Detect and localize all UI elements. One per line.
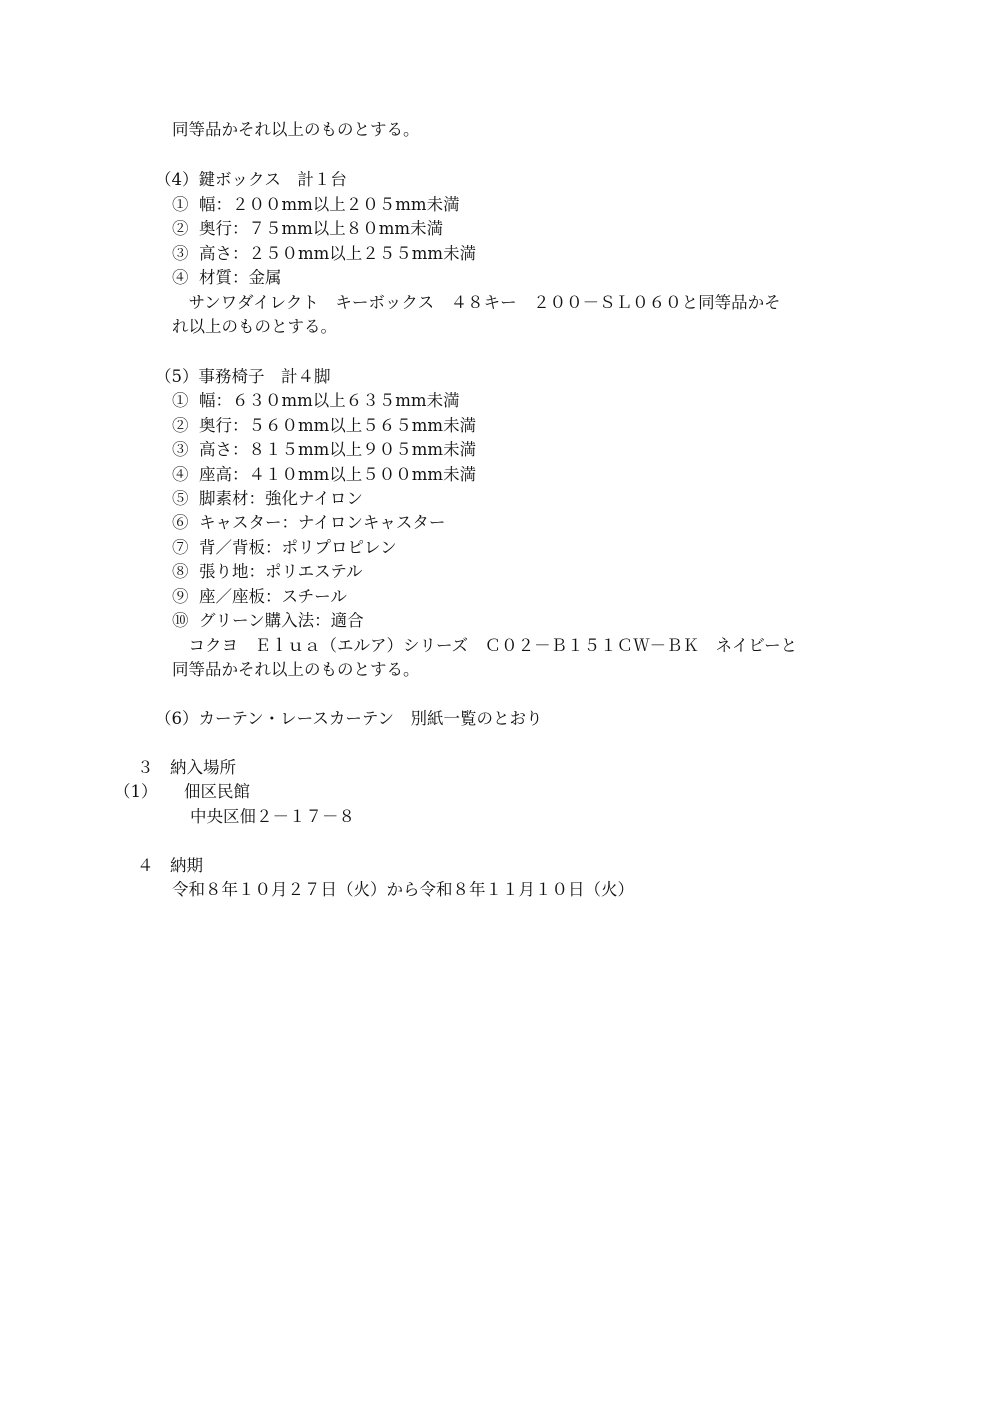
spec-item: ③ 高さ：２５０mm以上２５５mm未満 <box>172 244 477 263</box>
spec-item: ② 奥行：５６０mm以上５６５mm未満 <box>172 416 477 435</box>
section-heading: （4）鍵ボックス 計１台 <box>155 170 347 189</box>
spec-item: ① 幅：２００mm以上２０５mm未満 <box>172 195 460 214</box>
spec-item: ⑩ グリーン購入法：適合 <box>172 611 364 630</box>
spec-item: ④ 座高：４１０mm以上５００mm未満 <box>172 465 477 484</box>
delivery-place-heading: ３ 納入場所 <box>137 758 236 777</box>
spec-item: ⑥ キャスター：ナイロンキャスター <box>172 513 446 532</box>
delivery-period-heading: ４ 納期 <box>137 856 203 875</box>
delivery-place-item-label: （1） <box>114 782 158 801</box>
spec-item: ② 奥行：７５mm以上８０mm未満 <box>172 219 444 238</box>
product-note: サンワダイレクト キーボックス ４８キー ２００－ＳＬ０６０と同等品かそ <box>172 293 781 312</box>
spec-item: ⑦ 背／背板：ポリプロピレン <box>172 538 397 557</box>
product-note: れ以上のものとする。 <box>172 317 337 336</box>
delivery-place-name: 佃区民館 <box>184 782 250 801</box>
delivery-place-address: 中央区佃２－１７－８ <box>190 807 355 826</box>
spec-item: ④ 材質：金属 <box>172 268 282 287</box>
delivery-period-text: 令和８年１０月２７日（火）から令和８年１１月１０日（火） <box>172 880 634 899</box>
continued-text: 同等品かそれ以上のものとする。 <box>172 120 420 139</box>
section-heading-curtain: （6）カーテン・レースカーテン 別紙一覧のとおり <box>155 709 543 728</box>
product-note: 同等品かそれ以上のものとする。 <box>172 660 420 679</box>
spec-item: ① 幅：６３０mm以上６３５mm未満 <box>172 391 460 410</box>
spec-item: ③ 高さ：８１５mm以上９０５mm未満 <box>172 440 477 459</box>
spec-item: ⑧ 張り地：ポリエステル <box>172 562 363 581</box>
spec-item: ⑤ 脚素材：強化ナイロン <box>172 489 363 508</box>
spec-item: ⑨ 座／座板：スチール <box>172 587 347 606</box>
section-heading: （5）事務椅子 計４脚 <box>155 367 331 386</box>
product-note: コクヨ Ｅｌｕａ（エルア）シリーズ Ｃ０２－Ｂ１５１ＣＷ－ＢＫ ネイビーと <box>172 636 798 655</box>
